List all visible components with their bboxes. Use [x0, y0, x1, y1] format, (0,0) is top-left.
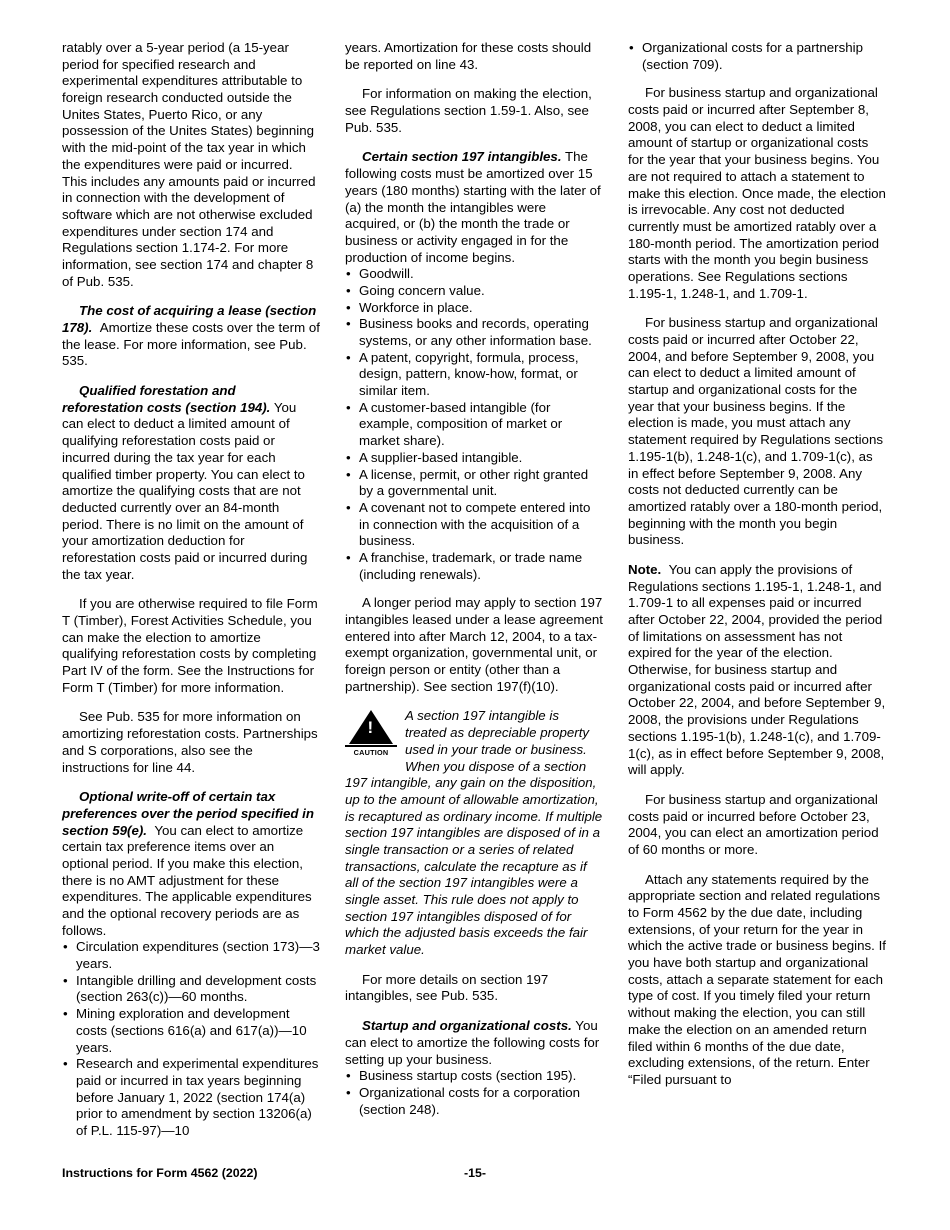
list-item: • A license, permit, or other right granted by a governmental unit.	[345, 467, 603, 500]
heading-optional-writeoff: Optional write-off of certain tax preferences over the period specified in section 59(e).	[62, 789, 314, 838]
paragraph: For business startup and organizational costs paid or incurred after September 8, 2008, you can elect to deduct a limited amount of startup or organizational costs for the year that your business begins. You are not required to attach a statement to make this election. Once made, the election is irrevocable. Any cost not deducted currently must be amortized ratably over a 180-month period. The amortization period starts with the month you begin business operations. See Regulations sections 1.195-1, 1.248-1, and 1.709-1.	[628, 85, 886, 301]
column-2	[345, 40, 603, 1155]
caution-icon-label: CAUTION	[345, 745, 397, 757]
heading-qualified-forestation: Qualified forestation and reforestation costs (section 194).	[62, 383, 271, 415]
paragraph	[62, 789, 320, 939]
paragraph: For business startup and organizational costs paid or incurred before October 23, 2004, you can elect an amortization period of 60 months or more.	[628, 791, 879, 857]
paragraph: For business startup and organizational costs paid or incurred after October 22, 2004, and before September 9, 2008, you can elect to deduct a limited amount of startup and organizational costs for the year that your business begins. If the election is made, you must attach any statement required by Regulations sections 1.195-1(b), 1.248-1(c), and 1.709-1(c), as in effect before September 9, 2008. Any costs not deducted currently can be amortized ratably over a 180-month period, beginning with the month you begin business.	[628, 315, 883, 548]
bullet-list-recovery-periods	[62, 939, 320, 1139]
paragraph-text: You can elect to deduct a limited amount of qualifying reforestation costs paid or incurred during the tax year for each qualified timber property. You can elect to amortize the qualifying costs that are not deducted currently over an 84-month period. There is no limit on the amount of your amortization deduction for reforestation costs paid or incurred during the tax year.	[62, 399, 308, 582]
list-item: • Organizational costs for a partnership (section 709).	[628, 40, 886, 73]
list-item: • Goodwill.	[345, 266, 603, 283]
list-item: • Organizational costs for a corporation (section 248).	[345, 1085, 603, 1118]
caution-icon	[345, 710, 397, 760]
list-item: • Circulation expenditures (section 173)—3 years.	[62, 939, 320, 972]
text-columns	[62, 40, 888, 1155]
paragraph-text: You can elect to amortize certain tax preference items over an optional period. If you make this election, there is no AMT adjustment for these expenditures. The applicable expenditures and the optional recovery periods are as follows.	[62, 822, 312, 938]
paragraph: A longer period may apply to section 197 intangibles leased under a lease agreement entered into after March 12, 2004, to a tax-exempt organization, governmental unit, or foreign person or entity (other than a partnership). See section 197(f)(10).	[345, 595, 603, 694]
page-number: -15-	[463, 1166, 487, 1180]
paragraph: See Pub. 535 for more information on amortizing reforestation costs. Partnerships and S corporations, also see the instructions for line 44.	[62, 709, 318, 775]
paragraph	[62, 303, 320, 370]
paragraph: ratably over a 5-year period (a 15-year period for specified research and experimental expenditures attributable to foreign research conducted outside the Unites States, Puerto Rico, or any possession of the Unites States) beginning with the mid-point of the tax year in which the expenditures were paid or incurred. This includes any amounts paid or incurred in connection with the development of software which are not otherwise excluded expenditures under section 174 and Regulations section 1.174-2. For more information, see section 174 and chapter 8 of Pub. 535.	[62, 40, 316, 289]
list-item: • A franchise, trademark, or trade name (including renewals).	[345, 550, 603, 583]
list-item: • Mining exploration and development costs (sections 616(a) and 617(a))—10 years.	[62, 1006, 320, 1056]
paragraph-text: The following costs must be amortized over 15 years (180 months) starting with the later of (a) the month the intangibles were acquired, or (b) the month the trade or business or activity engaged in for the production of income begins.	[345, 149, 601, 265]
list-item: • Research and experimental expenditures paid or incurred in tax years beginning before January 1, 2022 (section 174(a) prior to amendment by section 13206(a) of P.L. 115-97)—10	[62, 1056, 320, 1139]
footer-title: Instructions for Form 4562 (2022)	[62, 1166, 258, 1180]
list-item: • Workforce in place.	[345, 300, 603, 317]
paragraph	[62, 383, 320, 583]
list-item: • Business books and records, operating systems, or any other information base.	[345, 316, 603, 349]
caution-text: A section 197 intangible is treated as depreciable property used in your trade or business. When you dispose of a section 197 intangible, any gain on the disposition, up to the amount of allowable amortization, is recaptured as ordinary income. If multiple section 197 intangibles are disposed of in a single transaction or a series of related transactions, calculate the recapture as if all of the section 197 intangibles were a single asset. This rule does not apply to section 197 intangibles disposed of for which the adjusted basis exceeds the fair market value.	[345, 708, 603, 958]
list-item: • A supplier-based intangible.	[345, 450, 603, 467]
heading-startup-organizational: Startup and organizational costs.	[362, 1018, 572, 1034]
paragraph-text: You can elect to amortize the following costs for setting up your business.	[345, 1018, 600, 1067]
paragraph	[345, 149, 603, 266]
list-item: • Going concern value.	[345, 283, 603, 300]
list-item: • Intangible drilling and development costs (section 263(c))—60 months.	[62, 973, 320, 1006]
column-1	[62, 40, 320, 1155]
note-paragraph	[628, 562, 886, 779]
paragraph: For more details on section 197 intangibles, see Pub. 535.	[345, 971, 549, 1004]
list-item: • A customer-based intangible (for example, composition of market or market share).	[345, 400, 603, 450]
list-item: • Business startup costs (section 195).	[345, 1068, 603, 1085]
page-footer	[62, 1166, 888, 1182]
column-3	[628, 40, 886, 1155]
list-item: • A covenant not to compete entered into in connection with the acquisition of a business.	[345, 500, 603, 550]
note-label: Note.	[628, 561, 662, 577]
paragraph: For information on making the election, see Regulations section 1.59-1. Also, see Pub. 535.	[345, 86, 592, 135]
bullet-list-startup-costs	[345, 1068, 603, 1118]
bullet-list-partnership-costs	[628, 40, 886, 73]
paragraph: If you are otherwise required to file Form T (Timber), Forest Activities Schedule, you can make the election to amortize qualifying reforestation costs by completing Part IV of the form. See the Instructions for Form T (Timber) for more information.	[62, 596, 318, 695]
paragraph: years. Amortization for these costs should be reported on line 43.	[345, 40, 592, 72]
paragraph: Attach any statements required by the appropriate section and related regulations to Form 4562 by the due date, including extensions, of your return for the year in which the active trade or business begins. If you have both startup and organizational costs, attach a separate statement for each type of cost. If you timely filed your return without making the election, you can still make the election on an amended return filed within 6 months of the due date, excluding extensions, of the return. Enter “Filed pursuant to	[628, 871, 886, 1087]
paragraph	[345, 1018, 603, 1068]
bullet-list-197-intangibles	[345, 266, 603, 583]
paragraph-text: Amortize these costs over the term of the lease. For more information, see Pub. 535.	[62, 320, 320, 369]
heading-cost-of-acquiring-lease: The cost of acquiring a lease (section 178).	[62, 303, 317, 335]
list-item: • A patent, copyright, formula, process, design, pattern, know-how, format, or similar item.	[345, 350, 603, 400]
caution-callout	[345, 708, 603, 958]
heading-certain-section-197: Certain section 197 intangibles.	[362, 149, 562, 165]
paragraph-text: You can apply the provisions of Regulations sections 1.195-1, 1.248-1, and 1.709-1 to all expenses paid or incurred after October 22, 2004, provided the period of limitations on assessment has not expired for the year of the election. Otherwise, for business startup and organizational costs paid or incurred after October 22, 2004, and before September 9, 2008, the provisions under Regulations sections 1.195-1(b), 1.248-1(c), and 1.709-1(c), as in effect before September 9, 2008, will apply.	[628, 561, 886, 778]
